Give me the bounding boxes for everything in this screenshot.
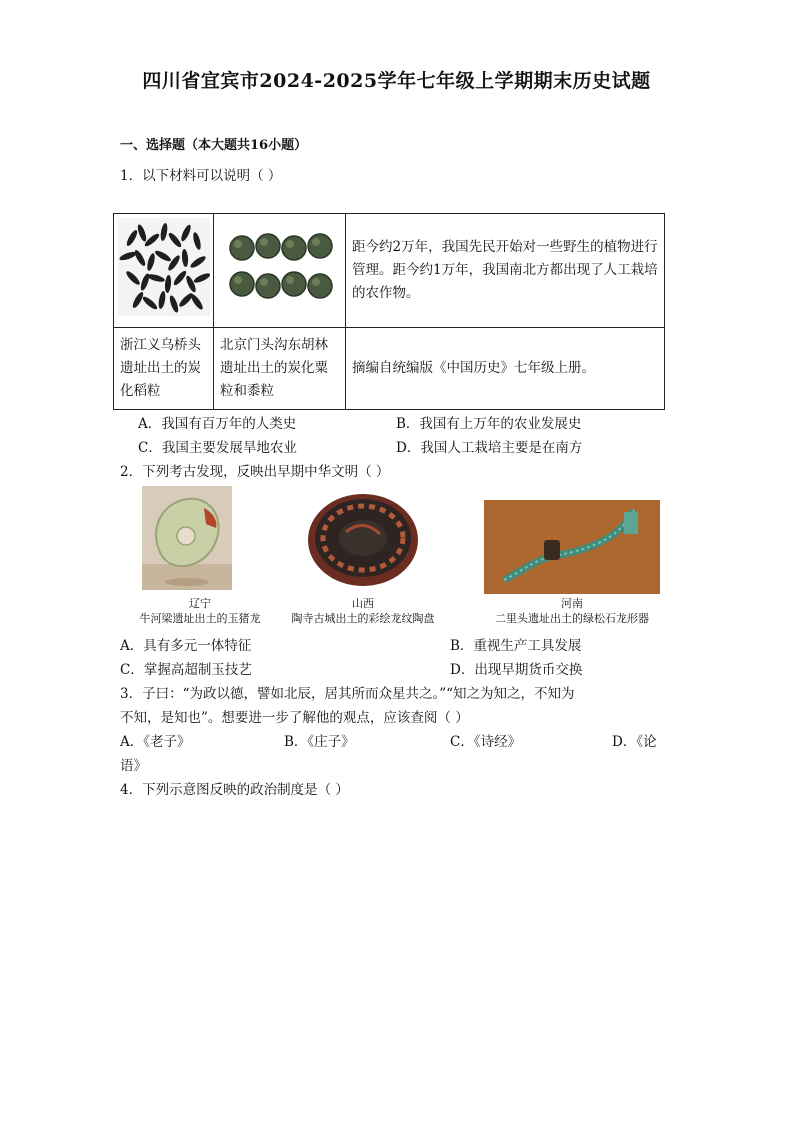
q3-stem-line-2: 不知，是知也”。想要进一步了解他的观点，应该查阅（ ）	[120, 710, 469, 726]
q3-stem-line-1: 3．子曰：“为政以德，譬如北辰，居其所而众星共之。”“知之为知之，不知为	[120, 686, 575, 702]
q1-option-b[interactable]: B．我国有上万年的农业发展史	[396, 416, 582, 432]
q2-img1-region: 辽宁	[189, 597, 211, 610]
q2-caption-1	[120, 596, 280, 626]
q1-option-a[interactable]: A．我国有百万年的人类史	[138, 416, 297, 432]
carbonized-millet-image	[216, 218, 344, 316]
q1-option-d[interactable]: D．我国人工栽培主要是在南方	[396, 440, 583, 456]
q1-source: 摘编自统编版《中国历史》七年级上册。	[346, 328, 665, 410]
q3-option-a[interactable]: A．《老子》	[120, 734, 191, 750]
carbonized-rice-image	[118, 218, 210, 316]
q3-option-b[interactable]: B．《庄子》	[284, 734, 355, 750]
q2-option-c[interactable]: C．掌握高超制玉技艺	[120, 662, 252, 678]
q2-img3-region: 河南	[561, 597, 583, 610]
millet-photo-cell	[214, 214, 346, 328]
q2-img2-region: 山西	[352, 597, 374, 610]
q1-option-c[interactable]: C．我国主要发展旱地农业	[138, 440, 297, 456]
q2-option-d[interactable]: D．出现早期货币交换	[450, 662, 583, 678]
q2-img1-desc: 牛河梁遗址出土的玉猪龙	[139, 612, 261, 625]
q1-material-text: 距今约2万年，我国先民开始对一些野生的植物进行管理。距今约1万年，我国南北方都出现了人工栽培的农作物。	[346, 214, 665, 328]
q2-caption-3	[470, 596, 674, 626]
q2-option-a[interactable]: A．具有多元一体特征	[120, 638, 252, 654]
q1-stem: 1．以下材料可以说明（ ）	[120, 168, 282, 184]
q1-caption-rice: 浙江义乌桥头遗址出土的炭化稻粒	[114, 328, 214, 410]
page-title: 四川省宜宾市2024-2025学年七年级上学期期末历史试题	[142, 70, 651, 92]
q3-option-c[interactable]: C．《诗经》	[450, 734, 522, 750]
q3-option-d-continued: 语》	[120, 758, 147, 774]
q2-caption-2	[270, 596, 456, 626]
jade-pig-dragon-image	[142, 486, 232, 590]
q2-stem: 2．下列考古发现，反映出早期中华文明（ ）	[120, 464, 390, 480]
q4-stem: 4．下列示意图反映的政治制度是（ ）	[120, 782, 349, 798]
turquoise-dragon-image	[484, 500, 660, 594]
q1-caption-millet: 北京门头沟东胡林遗址出土的炭化粟粒和黍粒	[214, 328, 346, 410]
section-heading: 一、选择题（本大题共16小题）	[120, 138, 308, 153]
q2-option-b[interactable]: B．重视生产工具发展	[450, 638, 582, 654]
q1-material-table	[113, 213, 665, 410]
rice-photo-cell	[114, 214, 214, 328]
q2-img3-desc: 二里头遗址出土的绿松石龙形器	[495, 612, 649, 625]
q2-img2-desc: 陶寺古城出土的彩绘龙纹陶盘	[291, 612, 435, 625]
q3-option-d[interactable]: D．《论	[612, 734, 657, 750]
painted-dragon-plate-image	[306, 488, 420, 588]
